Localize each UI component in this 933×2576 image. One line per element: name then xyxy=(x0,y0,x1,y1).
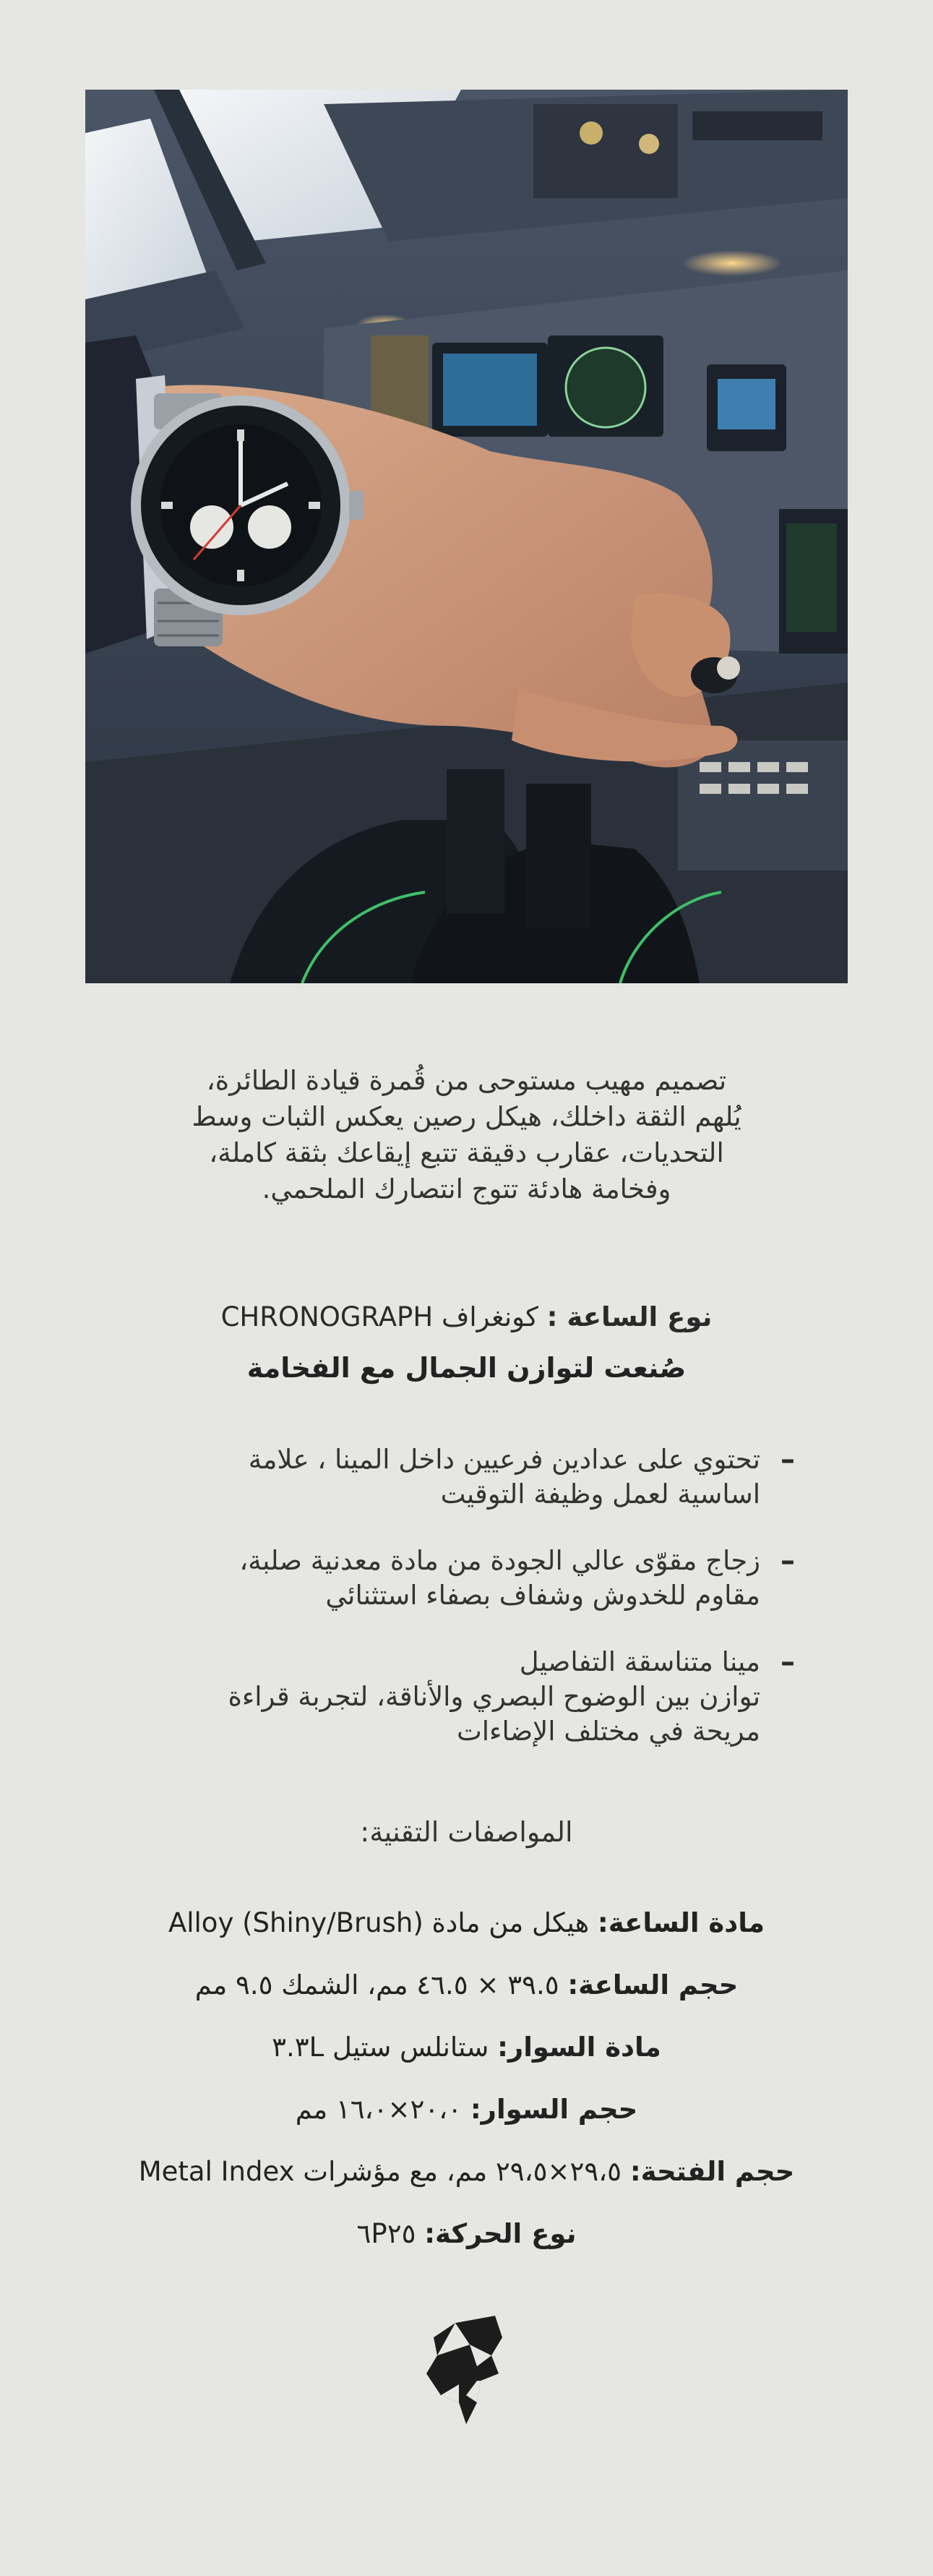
spec-row xyxy=(0,2026,933,2088)
specs-title: المواصفات التقنية: xyxy=(360,1816,573,1848)
feature-line: زجاج مقوّى عالي الجودة من مادة معدنية صلبة، xyxy=(239,1545,760,1576)
watch-type-label: نوع الساعة : xyxy=(546,1301,713,1332)
spec-row xyxy=(0,1964,933,2026)
intro-paragraph xyxy=(130,1063,803,1207)
spec-label: حجم الساعة: xyxy=(567,1969,739,2001)
feature-line: توازن بين الوضوح البصري والأناقة، لتجربة قراءة xyxy=(228,1681,760,1712)
spec-value: ستانلس ستيل ٣.٣L xyxy=(272,2032,489,2063)
feature-text xyxy=(166,1645,760,1749)
feature-text xyxy=(166,1442,760,1512)
intro-line: تصميم مهيب مستوحى من قُمرة قيادة الطائرة، xyxy=(206,1065,727,1096)
spec-label: مادة السوار: xyxy=(497,2032,661,2063)
feature-line: تحتوي على عدادين فرعيين داخل المينا ، علامة xyxy=(248,1444,760,1475)
subheading: صُنعت لتوازن الجمال مع الفخامة xyxy=(246,1352,687,1384)
spec-row xyxy=(0,2150,933,2212)
spec-label: حجم السوار: xyxy=(470,2094,638,2125)
feature-line: مينا متناسقة التفاصيل xyxy=(519,1646,760,1677)
feature-text xyxy=(166,1544,760,1613)
feature-line: مقاوم للخدوش وشفاف بصفاء استثنائي xyxy=(325,1580,760,1611)
spec-value: ٢٠،٠×١٦،٠ مم xyxy=(295,2094,463,2125)
spec-value: ٢٩،٥×٢٩،٥ مم، مع مؤشرات Metal Index xyxy=(138,2156,622,2187)
list-item xyxy=(166,1442,795,1512)
list-item xyxy=(166,1544,795,1613)
spec-row xyxy=(0,2212,933,2275)
horse-head-logo-icon xyxy=(426,2316,506,2424)
spec-row xyxy=(0,1901,933,1964)
spec-value: ٣٩.٥ × ٤٦.٥ مم، الشمك ٩.٥ مم xyxy=(194,1969,559,2001)
hero-photo xyxy=(85,90,848,983)
spec-label: مادة الساعة: xyxy=(597,1907,765,1938)
spec-label: حجم الفتحة: xyxy=(629,2156,795,2187)
watch-in-cockpit-photo xyxy=(85,90,848,983)
bullet-dash-icon: – xyxy=(781,1544,795,1578)
horse-head-logo xyxy=(426,2316,506,2424)
intro-line: يُلهم الثقة داخلك، هيكل رصين يعكس الثبات وسط xyxy=(192,1101,741,1132)
feature-list xyxy=(166,1442,795,1781)
spec-value: ٦P٢٥ xyxy=(356,2218,416,2249)
spec-value: هيكل من مادة Alloy (Shiny/Brush) xyxy=(168,1907,590,1938)
intro-line: التحديات، عقارب دقيقة تتبع إيقاعك بثقة كاملة، xyxy=(209,1137,724,1168)
feature-line: اساسية لعمل وظيفة التوقيت xyxy=(440,1479,760,1510)
specs-list xyxy=(0,1901,933,2275)
watch-type xyxy=(0,1299,933,1335)
spec-row xyxy=(0,2088,933,2150)
feature-line: مريحة في مختلف الإضاءات xyxy=(456,1716,760,1747)
intro-line: وفخامة هادئة تتوج انتصارك الملحمي. xyxy=(262,1173,671,1204)
spec-label: نوع الحركة: xyxy=(424,2218,577,2249)
list-item xyxy=(166,1645,795,1749)
watch-type-value: كونغراف CHRONOGRAPH xyxy=(220,1301,538,1332)
bullet-dash-icon: – xyxy=(781,1443,795,1476)
bullet-dash-icon: – xyxy=(781,1646,795,1679)
